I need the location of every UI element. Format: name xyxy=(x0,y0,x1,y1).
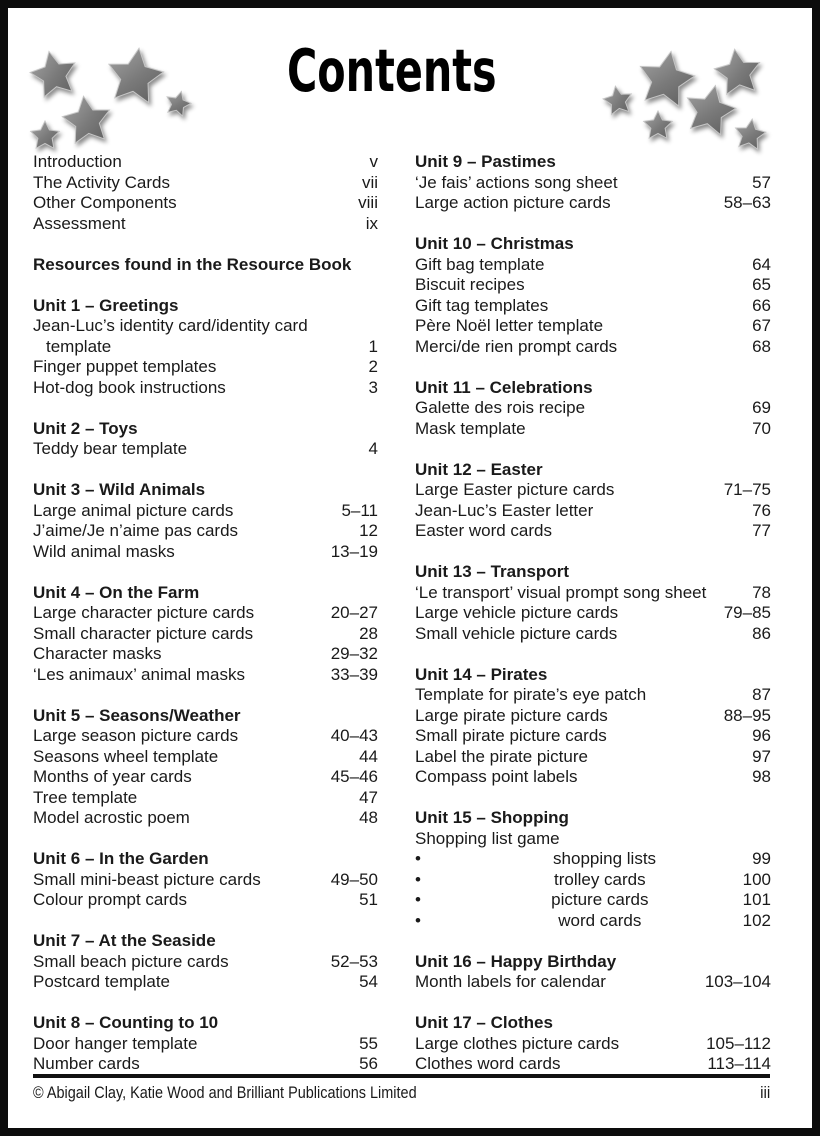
star-icon xyxy=(644,111,673,138)
entry-page: 47 xyxy=(359,787,378,807)
toc-entry-row xyxy=(415,193,771,214)
toc-entry-row xyxy=(33,542,378,563)
entry-label: Large character picture cards xyxy=(33,603,255,622)
toc-entry-row xyxy=(415,1034,771,1055)
entry-label: Mask template xyxy=(415,418,526,438)
toc-entry-row xyxy=(33,952,378,973)
entry-label: Finger puppet templates xyxy=(33,357,217,376)
toc-entry-row xyxy=(33,173,378,194)
entry-page: 58–63 xyxy=(723,193,771,212)
toc-entry-row xyxy=(415,480,771,501)
entry-page: 70 xyxy=(752,418,771,438)
entry-page: 49–50 xyxy=(330,869,378,889)
toc-entry-row xyxy=(33,767,378,788)
entry-label: Postcard template xyxy=(33,972,171,991)
star-icon xyxy=(104,44,166,104)
entry-page: 56 xyxy=(359,1054,378,1073)
entry-label: Wild animal masks xyxy=(33,541,175,561)
toc-entry-row xyxy=(33,1054,378,1075)
entry-page: 67 xyxy=(752,316,771,335)
unit-heading: Unit 5 – Seasons/Weather xyxy=(33,705,241,725)
entry-page: 77 xyxy=(752,521,771,540)
entry-label: Colour prompt cards xyxy=(33,890,188,909)
toc-entry-row xyxy=(33,378,378,399)
toc-entry-row xyxy=(415,255,771,276)
entry-page: 44 xyxy=(359,746,378,766)
toc-entry-row xyxy=(415,624,771,645)
entry-label: Large animal picture cards xyxy=(33,500,234,520)
entry-label: Number cards xyxy=(33,1054,140,1073)
entry-page: 51 xyxy=(359,890,378,909)
bullet-dot: • xyxy=(415,890,421,909)
entry-label: Month labels for calendar xyxy=(415,972,606,991)
toc-entry-row xyxy=(415,501,771,522)
star-icon xyxy=(27,47,81,99)
unit-heading: Unit 1 – Greetings xyxy=(33,295,179,315)
star-icon xyxy=(712,46,763,95)
entry-page: 2 xyxy=(368,357,378,376)
toc-entry-row xyxy=(415,583,771,604)
toc-entry-row xyxy=(33,788,378,809)
entry-page: 20–27 xyxy=(330,603,378,622)
toc-entry-row xyxy=(33,644,378,665)
unit-heading: Unit 16 – Happy Birthday xyxy=(415,951,617,971)
entry-label: Character masks xyxy=(33,644,162,663)
entry-label: Small mini-beast picture cards xyxy=(33,869,261,889)
entry-page: 66 xyxy=(752,295,771,315)
entry-page: 54 xyxy=(359,972,378,991)
front-matter-list xyxy=(33,152,378,234)
entry-label: Model acrostic poem xyxy=(33,808,190,827)
unit-block xyxy=(415,952,771,993)
unit-block xyxy=(33,931,378,993)
toc-entry-row xyxy=(415,398,771,419)
unit-block xyxy=(415,1013,771,1075)
unit-block xyxy=(415,460,771,542)
unit-heading: Unit 11 – Celebrations xyxy=(415,377,593,397)
toc-entry-row xyxy=(33,808,378,829)
entry-page: 87 xyxy=(752,685,771,704)
entry-page: 103–104 xyxy=(704,972,771,991)
unit-heading: Unit 3 – Wild Animals xyxy=(33,480,206,499)
entry-page: 48 xyxy=(359,808,378,827)
toc-entry-row xyxy=(415,767,771,788)
unit-heading: Unit 14 – Pirates xyxy=(415,664,548,684)
toc-entry-row xyxy=(415,603,771,624)
bullet-dot: • xyxy=(415,849,421,868)
toc-entry-row xyxy=(33,972,378,993)
star-icon xyxy=(60,93,113,144)
toc-left-column xyxy=(33,152,378,1075)
bullet-dot: • xyxy=(415,869,421,889)
entry-label: Hot-dog book instructions xyxy=(33,377,226,397)
entry-label: Large clothes picture cards xyxy=(415,1033,620,1053)
entry-label: Seasons wheel template xyxy=(33,746,219,766)
entry-page: 55 xyxy=(359,1033,378,1053)
entry-page: 33–39 xyxy=(330,664,378,684)
toc-entry-row xyxy=(33,152,378,173)
unit-heading: Unit 9 – Pastimes xyxy=(415,152,556,171)
unit-block xyxy=(33,583,378,686)
unit-block xyxy=(33,849,378,911)
toc-entry-row xyxy=(415,706,771,727)
entry-page: 45–46 xyxy=(330,767,378,786)
entry-page: 105–112 xyxy=(706,1033,771,1053)
star-icon xyxy=(601,84,634,116)
entry-label: Template for pirate’s eye patch xyxy=(415,685,647,704)
unit-heading: Unit 7 – At the Seaside xyxy=(33,931,216,950)
entry-label: picture cards xyxy=(551,890,649,909)
toc-entry-row xyxy=(415,296,771,317)
entry-label: Biscuit recipes xyxy=(415,275,525,294)
footer-rule xyxy=(33,1074,770,1078)
entry-page: 88–95 xyxy=(723,705,771,725)
entry-label: Easter word cards xyxy=(415,521,552,540)
toc-entry-row xyxy=(33,1034,378,1055)
toc-entry-row xyxy=(33,747,378,768)
toc-entry-row xyxy=(415,890,771,911)
entry-page: 65 xyxy=(752,275,771,294)
unit-heading: Unit 4 – On the Farm xyxy=(33,582,200,602)
unit-block xyxy=(415,152,771,214)
page-title-wrap xyxy=(287,36,586,105)
entry-label: Large action picture cards xyxy=(415,193,611,212)
entry-label: The Activity Cards xyxy=(33,172,170,192)
star-cluster-right xyxy=(598,38,803,168)
entry-label: Jean-Luc’s identity card/identity card xyxy=(33,316,308,335)
toc-entry-row xyxy=(415,337,771,358)
entry-label: ‘Les animaux’ animal masks xyxy=(33,664,245,684)
footer-page-number: iii xyxy=(759,1083,770,1102)
toc-entry-row xyxy=(415,726,771,747)
entry-label: Jean-Luc’s Easter letter xyxy=(415,500,594,520)
toc-entry-row xyxy=(415,521,771,542)
toc-entry-row xyxy=(33,501,378,522)
entry-page: 102 xyxy=(742,910,771,930)
unit-heading: Unit 2 – Toys xyxy=(33,418,138,438)
unit-heading: Unit 6 – In the Garden xyxy=(33,849,209,868)
unit-heading: Unit 12 – Easter xyxy=(415,459,543,479)
unit-block xyxy=(33,419,378,460)
entry-page: 12 xyxy=(359,521,378,540)
entry-page: viii xyxy=(358,193,378,212)
entry-label: Large Easter picture cards xyxy=(415,480,615,499)
unit-heading: Unit 10 – Christmas xyxy=(415,234,574,253)
entry-page: 57 xyxy=(752,172,771,192)
entry-label: Assessment xyxy=(33,213,126,233)
entry-label: word cards xyxy=(558,910,642,930)
unit-block xyxy=(33,296,378,399)
unit-heading: Unit 13 – Transport xyxy=(415,562,569,581)
page-title: Contents xyxy=(287,36,497,105)
star-icon xyxy=(31,121,60,148)
entry-label: Small character picture cards xyxy=(33,623,254,643)
toc-entry-row xyxy=(33,193,378,214)
unit-block xyxy=(415,665,771,788)
entry-label: Gift tag templates xyxy=(415,295,549,315)
entry-page: 4 xyxy=(368,439,378,458)
entry-label: Small pirate picture cards xyxy=(415,726,607,745)
toc-entry-row xyxy=(33,214,378,235)
entry-label: Large season picture cards xyxy=(33,726,239,745)
toc-entry-row xyxy=(33,890,378,911)
entry-page: 68 xyxy=(752,336,771,356)
entry-page: 69 xyxy=(752,398,771,417)
toc-entry-row xyxy=(415,849,771,870)
toc-entry-row xyxy=(415,870,771,891)
toc-entry-row xyxy=(415,747,771,768)
entry-page: 86 xyxy=(752,623,771,643)
entry-label: Clothes word cards xyxy=(415,1054,561,1073)
unit-heading: Unit 17 – Clothes xyxy=(415,1013,553,1032)
entry-page: 1 xyxy=(368,336,378,356)
entry-page: 40–43 xyxy=(330,726,378,745)
entry-page: 64 xyxy=(752,254,771,274)
entry-page: 98 xyxy=(752,767,771,786)
toc-entry-row xyxy=(33,439,378,460)
entry-label: ‘Le transport’ visual prompt song sheet xyxy=(415,582,707,602)
toc-entry-row xyxy=(415,316,771,337)
section-heading: Resources found in the Resource Book xyxy=(33,254,352,274)
entry-label: Galette des rois recipe xyxy=(415,398,586,417)
toc-entry-row xyxy=(33,603,378,624)
entry-page: ix xyxy=(365,213,378,233)
toc-entry-row xyxy=(33,870,378,891)
bullet-dot: • xyxy=(415,910,421,930)
entry-label: shopping lists xyxy=(553,849,657,868)
toc-entry-row xyxy=(33,316,378,337)
footer-copyright: © Abigail Clay, Katie Wood and Brilliant Publications Limited xyxy=(33,1083,417,1102)
toc-entry-row xyxy=(415,911,771,932)
entry-page: 97 xyxy=(752,746,771,766)
star-icon xyxy=(733,117,767,150)
unit-block xyxy=(415,378,771,440)
entry-label: Label the pirate picture xyxy=(415,746,588,766)
entry-page: 101 xyxy=(742,890,771,909)
entry-label: Tree template xyxy=(33,787,138,807)
toc-entry-row xyxy=(415,173,771,194)
left-units xyxy=(33,296,378,1075)
entry-label: Shopping list game xyxy=(415,828,560,848)
entry-page: 13–19 xyxy=(330,541,378,561)
entry-page: 96 xyxy=(752,726,771,745)
toc-entry-row xyxy=(33,521,378,542)
entry-page: 29–32 xyxy=(330,644,378,663)
unit-block xyxy=(415,562,771,644)
toc-entry-row xyxy=(415,972,771,993)
entry-label: Large vehicle picture cards xyxy=(415,603,619,622)
toc-right-column xyxy=(415,152,771,1075)
entry-label: ‘Je fais’ actions song sheet xyxy=(415,172,618,192)
entry-label: Small vehicle picture cards xyxy=(415,623,618,643)
entry-label: Gift bag template xyxy=(415,254,545,274)
toc-entry-row xyxy=(415,829,771,850)
entry-page: 3 xyxy=(368,377,378,397)
entry-page: 99 xyxy=(752,849,771,868)
toc-entry-row xyxy=(33,726,378,747)
unit-heading: Unit 15 – Shopping xyxy=(415,808,569,827)
entry-label: Large pirate picture cards xyxy=(415,705,608,725)
entry-label: J’aime/Je n’aime pas cards xyxy=(33,521,239,540)
entry-page: vii xyxy=(361,172,378,192)
unit-block xyxy=(33,1013,378,1075)
entry-label: template xyxy=(46,336,112,356)
toc-entry-row xyxy=(415,275,771,296)
unit-block xyxy=(415,808,771,931)
unit-block xyxy=(33,480,378,562)
toc-entry-row xyxy=(33,337,378,358)
entry-label: Door hanger template xyxy=(33,1033,198,1053)
toc-entry-row xyxy=(415,685,771,706)
entry-label: Teddy bear template xyxy=(33,439,188,458)
entry-page: 113–114 xyxy=(707,1054,771,1073)
entry-page: 100 xyxy=(742,869,771,889)
unit-block xyxy=(33,706,378,829)
toc-entry-row xyxy=(33,357,378,378)
entry-page: 79–85 xyxy=(723,603,771,622)
toc-entry-row xyxy=(33,624,378,645)
entry-label: Père Noël letter template xyxy=(415,316,604,335)
toc-entry-row xyxy=(415,419,771,440)
star-icon xyxy=(163,88,193,117)
entry-page: 76 xyxy=(752,500,771,520)
entry-label: Months of year cards xyxy=(33,767,192,786)
entry-label: Introduction xyxy=(33,152,122,171)
entry-page: 52–53 xyxy=(330,951,378,971)
entry-label: trolley cards xyxy=(553,869,646,889)
entry-label: Other Components xyxy=(33,193,177,212)
entry-page: 5–11 xyxy=(341,500,378,520)
entry-page: 28 xyxy=(359,623,378,643)
toc-entry-row xyxy=(415,1054,771,1075)
entry-page: 71–75 xyxy=(723,480,771,499)
entry-page: v xyxy=(369,152,378,171)
entry-label: Small beach picture cards xyxy=(33,951,229,971)
entry-label: Merci/de rien prompt cards xyxy=(415,336,618,356)
unit-heading: Unit 8 – Counting to 10 xyxy=(33,1013,219,1032)
entry-page: 78 xyxy=(752,582,771,602)
footer xyxy=(33,1083,770,1103)
toc-entry-row xyxy=(33,665,378,686)
entry-label: Compass point labels xyxy=(415,767,578,786)
unit-block xyxy=(415,234,771,357)
